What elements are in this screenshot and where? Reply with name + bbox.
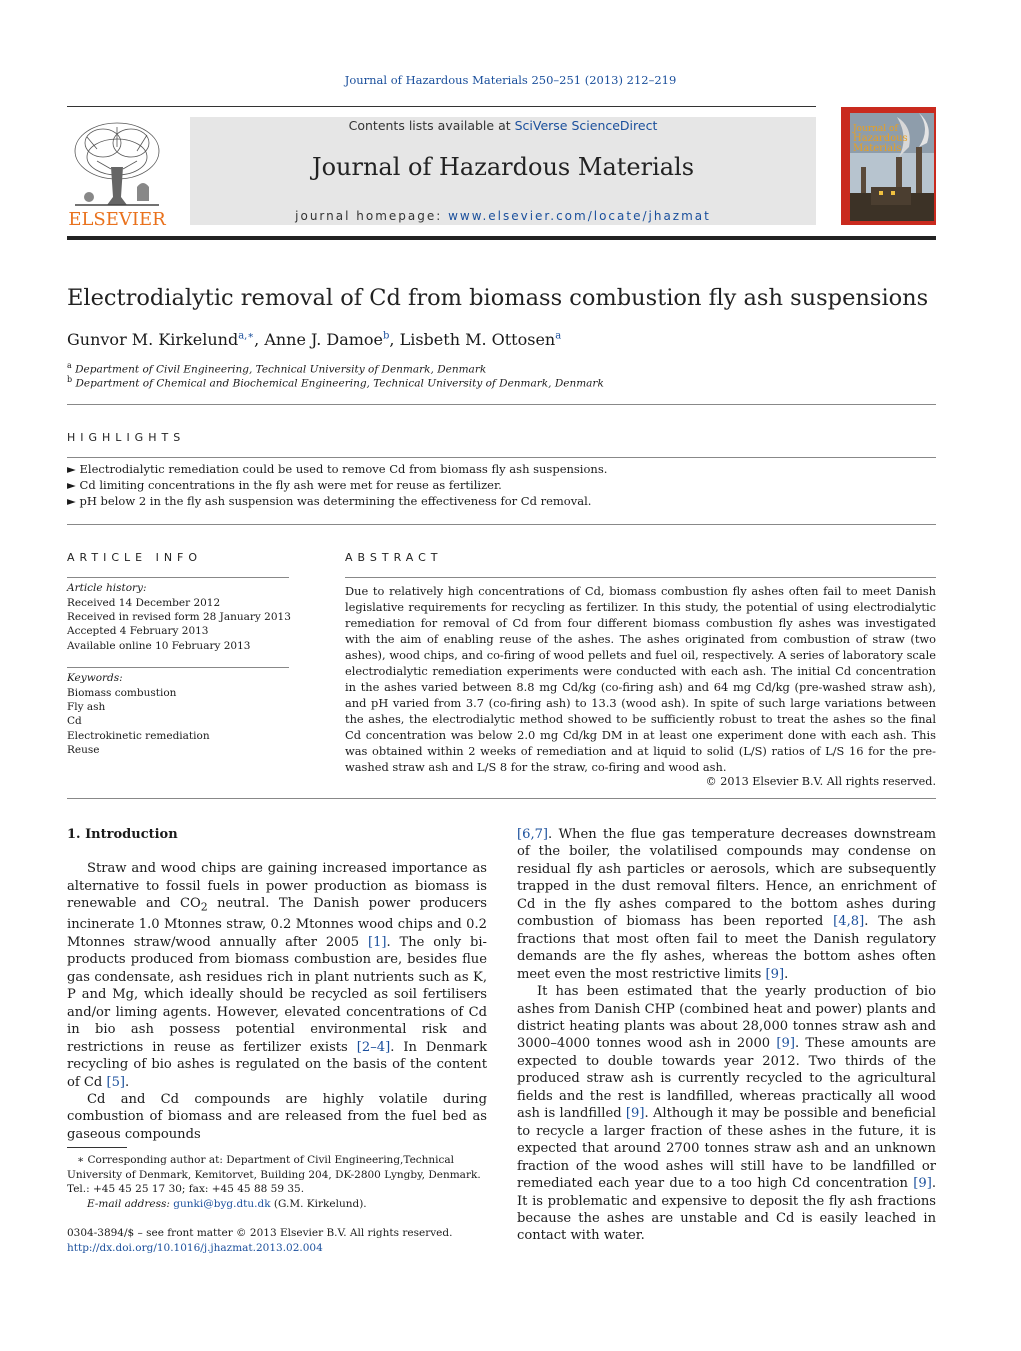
highlight-item: [67, 462, 607, 476]
cover-title-line-1: Journal of: [853, 124, 898, 134]
paragraph-text: neutral. The Danish power producers incinerate 1.0 Mtonnes straw, 0.2 Mtonnes wood chips and 0.2 Mtonnes straw/wood annually after 2005: [67, 896, 487, 950]
footnote-phone: Tel.: +45 45 25 17 30; fax: +45 45 88 59 35.: [67, 1183, 305, 1195]
reference-link[interactable]: [9]: [765, 966, 785, 982]
highlight-text: Electrodialytic remediation could be used to remove Cd from biomass fly ash suspensions.: [79, 462, 608, 476]
paragraph-text: . Although it may be possible and beneficial to recycle a larger fraction of these ashes in the future, it is expected that around 2700 tonnes straw ash and an unknown fraction of the wood ashes will still have to be landfilled or remediated each year due to a too high Cd concentration: [517, 1106, 936, 1192]
abstract-text: Due to relatively high concentrations of Cd, biomass combustion fly ashes often fail to meet Danish legislative requirements for recycling as fertilizer. In this study, the potential of using electrodialytic remediation for removal of Cd from four different biomass combustion fly ashes was investigated with the aim of enabling reuse of the ashes. The ashes originated from combustion of straw (two ashes), wood chips, and co-firing of wood pellets and fuel oil, respectively. A series of laboratory scale electrodialytic remediation experiments were conducted with each ash. The initial Cd concentration in the ashes varied between 8.8 mg Cd/kg (co-firing ash) and 64 mg Cd/kg (pre-washed straw ash), and pH varied from 3.7 (co-firing ash) to 13.3 (wood ash). In spite of such large variations between the ashes, the electrodialytic method showed to be sufficiently robust to treat the ashes so the final Cd concentration was below 2.0 mg Cd/kg DM in at least one experiment done with each ash. This was obtained within 2 weeks of remediation and at liquid to solid (L/S) ratios of L/S 16 for the pre-washed straw ash and L/S 8 for the straw, co-firing and wood ash.: [345, 584, 936, 774]
paragraph-text: It has been estimated that the yearly production of bio ashes from Danish CHP (combined heat and power) plants and district heating plants was about 28,000 tonnes straw ash and 3000–4000 tonnes wood ash in 2000: [517, 984, 936, 1052]
bullet-icon: ►: [67, 478, 76, 492]
paragraph: [517, 826, 936, 983]
journal-citation[interactable]: Journal of Hazardous Materials 250–251 (2013) 212–219: [344, 73, 677, 87]
author-list: [67, 330, 561, 349]
history-received: Received 14 December 2012: [67, 597, 221, 609]
bullet-icon: ►: [67, 462, 76, 476]
issn-line: 0304-3894/$ – see front matter © 2013 Elsevier B.V. All rights reserved.: [67, 1227, 453, 1239]
homepage-line: [190, 209, 816, 223]
reference-link[interactable]: [2–4]: [356, 1039, 391, 1055]
divider: [345, 577, 936, 578]
affiliation-b: [67, 375, 604, 390]
divider: [67, 404, 936, 405]
homepage-prefix: journal homepage:: [295, 209, 449, 223]
keyword: Biomass combustion: [67, 687, 177, 699]
cover-title-line-3: Materials: [853, 143, 902, 154]
affiliation-mark: a: [67, 361, 72, 370]
reference-link[interactable]: [6,7]: [517, 827, 549, 842]
highlight-text: pH below 2 in the fly ash suspension was determining the effectiveness for Cd removal.: [79, 494, 592, 508]
divider: [67, 798, 936, 799]
author-affiliation-mark[interactable]: a,∗: [238, 330, 255, 342]
doi-link[interactable]: http://dx.doi.org/10.1016/j.jhazmat.2013.02.004: [67, 1242, 323, 1254]
keyword: Cd: [67, 715, 82, 727]
subscript: 2: [200, 900, 208, 914]
highlight-text: Cd limiting concentrations in the fly ash were met for reuse as fertilizer.: [79, 478, 502, 492]
article-info-heading: ARTICLE INFO: [67, 551, 203, 564]
affiliation-mark: b: [67, 375, 73, 384]
paragraph-text: .: [125, 1074, 130, 1090]
affiliation-text: Department of Chemical and Biochemical Engineering, Technical University of Denmark, Denmark: [75, 377, 604, 390]
footnote-email-line: [67, 1197, 487, 1212]
author-affiliation-mark[interactable]: b: [383, 330, 390, 342]
section-heading: 1. Introduction: [67, 827, 178, 842]
author-name[interactable]: Lisbeth M. Ottosen: [399, 330, 556, 349]
corresponding-author-footnote: [67, 1153, 487, 1211]
contents-line: [190, 118, 816, 133]
paragraph-text: Straw and wood chips are gaining increased importance as alternative to fossil fuels in power production as biomass is renewable and CO: [67, 861, 487, 912]
homepage-link[interactable]: www.elsevier.com/locate/jhazmat: [448, 209, 711, 223]
abstract-copyright: © 2013 Elsevier B.V. All rights reserved.: [705, 775, 936, 788]
body-left-column: [67, 826, 487, 1143]
highlight-item: [67, 494, 591, 508]
reference-link[interactable]: [1]: [367, 934, 387, 950]
history-accepted: Accepted 4 February 2013: [67, 625, 209, 637]
divider: [67, 577, 289, 578]
affiliation-text: Department of Civil Engineering, Technical University of Denmark, Denmark: [75, 363, 487, 376]
journal-name: Journal of Hazardous Materials: [311, 153, 695, 181]
paragraph-text: . When the flue gas temperature decreases downstream of the boiler, the volatilised compounds may condense on residual fly ash particles or aerosols, which are subsequently trapped in the dust removal filters. Hence, an enrichment of Cd in the fly ashes compared to the bottom ashes during combustion of biomass has been reported: [517, 827, 936, 930]
author-affiliation-mark[interactable]: a: [555, 330, 562, 342]
history-online: Available online 10 February 2013: [67, 640, 251, 652]
elsevier-logo[interactable]: [67, 117, 167, 229]
body-right-column: [517, 826, 936, 1245]
journal-cover-thumbnail[interactable]: [841, 107, 936, 225]
journal-cover-image: [841, 107, 936, 225]
keyword: Fly ash: [67, 701, 106, 713]
elsevier-tree-icon: [67, 117, 167, 229]
reference-link[interactable]: [9]: [776, 1036, 795, 1052]
reference-link[interactable]: [5]: [106, 1074, 126, 1090]
footnote-address: ∗ Corresponding author at: Department of Civil Engineering,Technical University of Denmark, Kemitorvet, Building 204, DK-2800 Lyngby, Denmark.: [67, 1154, 481, 1181]
paragraph: [67, 860, 487, 1091]
email-link[interactable]: gunki@byg.dtu.dk: [173, 1197, 271, 1210]
journal-banner: [190, 117, 816, 225]
keyword: Reuse: [67, 744, 100, 756]
keywords-label: Keywords:: [67, 672, 123, 684]
paragraph-text: . These amounts are expected to double towards year 2012. Two thirds of the produced straw ash is currently recycled to the agricultural fields and the rest is landfilled, whereas practically all wood ash is landfilled: [517, 1036, 936, 1122]
paragraph: Cd and Cd compounds are highly volatile during combustion of biomass and are released from the fuel bed as gaseous compounds: [67, 1091, 487, 1142]
divider: [67, 457, 936, 458]
email-suffix: (G.M. Kirkelund).: [270, 1197, 367, 1210]
author-separator: ,: [254, 330, 265, 349]
contents-prefix: Contents lists available at: [348, 118, 515, 133]
footnote-rule: [67, 1147, 127, 1148]
sciencedirect-link[interactable]: SciVerse ScienceDirect: [514, 118, 658, 133]
divider: [67, 524, 936, 525]
highlight-item: [67, 478, 502, 492]
reference-link[interactable]: [4,8]: [833, 914, 865, 930]
highlights-heading: HIGHLIGHTS: [67, 431, 186, 444]
issn-block: [67, 1226, 452, 1256]
reference-link[interactable]: [9]: [625, 1106, 645, 1122]
author-separator: ,: [389, 330, 400, 349]
cover-title-line-2: Hazardous: [853, 133, 908, 144]
bullet-icon: ►: [67, 494, 76, 508]
paragraph: [517, 983, 936, 1245]
paragraph-text: .: [784, 966, 789, 982]
header-rule: [67, 106, 816, 107]
affiliation-a: [67, 361, 486, 376]
history-revised: Received in revised form 28 January 2013: [67, 611, 291, 623]
author-name[interactable]: Anne J. Damoe: [264, 330, 384, 349]
header-thick-rule: [67, 236, 936, 240]
elsevier-wordmark: ELSEVIER: [68, 209, 166, 229]
paragraph-text: . It is problematic and expensive to deposit the fly ash fractions because the ashes are unstable and Cd is easily leached in contact with water.: [517, 1176, 936, 1244]
article-title: Electrodialytic removal of Cd from biomass combustion fly ash suspensions: [67, 285, 929, 311]
paragraph-text: . In Denmark recycling of bio ashes is regulated on the basis of the content of Cd: [67, 1039, 488, 1090]
divider: [67, 667, 289, 668]
keyword: Electrokinetic remediation: [67, 730, 210, 742]
paragraph-text: . The ash fractions that most often fail to meet the Danish regulatory demands are the fly ashes, whereas the bottom ashes often meet even the most restrictive limits: [517, 914, 936, 982]
abstract-heading: ABSTRACT: [345, 551, 443, 564]
history-label: Article history:: [67, 582, 147, 594]
email-label: E-mail address:: [87, 1197, 174, 1210]
paragraph-text: . The only bi-products produced from biomass combustion are, besides flue gas condensate, ash residues rich in plant nutrients such as K, P and Mg, which ideally should be recycled as soil fertilisers and/or liming agents. However, elevated concentrations of Cd in bio ash possess potential environmental risk and restrictions in reuse as fertilizer exists: [67, 934, 487, 1055]
reference-link[interactable]: [9]: [913, 1176, 932, 1192]
author-name[interactable]: Gunvor M. Kirkelund: [67, 330, 239, 349]
